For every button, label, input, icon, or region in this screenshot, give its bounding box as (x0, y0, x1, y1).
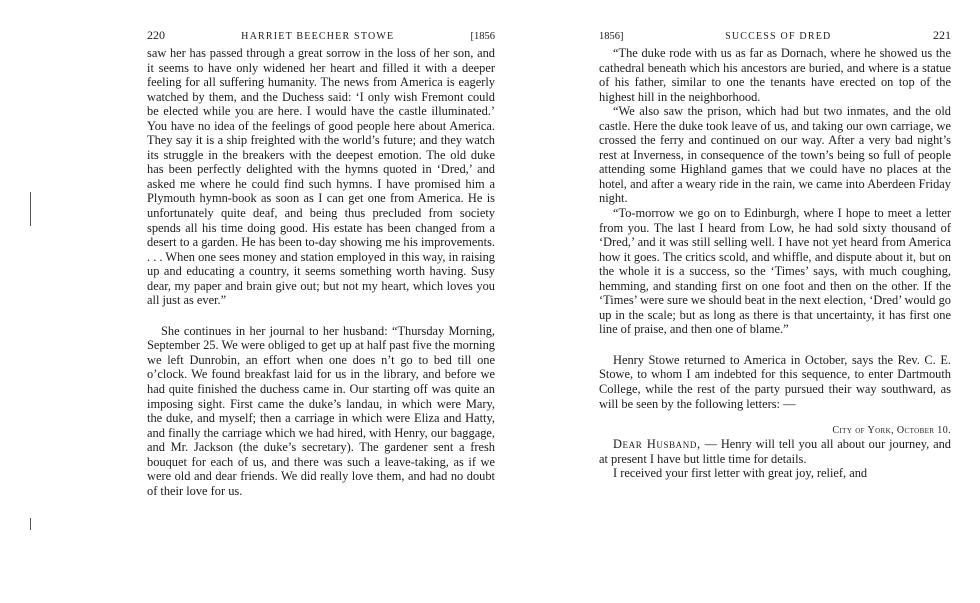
right-running-title: SUCCESS OF DRED (725, 31, 832, 42)
left-page (147, 28, 495, 498)
right-year-bracket: 1856] (599, 31, 624, 42)
left-page-header (147, 28, 495, 46)
right-page-body (599, 46, 951, 481)
right-page (599, 28, 951, 481)
right-paragraph-2: “We also saw the prison, which had but two inmates, and the old castle. Here the duke took leave of us, and taking our own carriage, we crossed the ferry and continued on our way. After a very bad night’s rest at Inverness, in consequence of the town’s being so full of people attending some Highland games that we could have no places at the hotel, and after a weary ride in the rain, we came into Aberdeen Friday night. (599, 104, 951, 206)
left-page-number: 220 (147, 28, 165, 42)
letter-salutation: Dear Husband, (613, 437, 701, 452)
left-paragraph-1: saw her has passed through a great sorrow in the loss of her son, and it seems to have only widened her heart and filled it with a deeper feeling for all suffering humanity. The news from America is eagerly watched by them, and the Duchess said: ‘I only wish Fremont could be elected while you are here. I would have the castle illuminated.’ You have no idea of the feelings of good people here about America. They say it is a ship freighted with the world’s future; and they watch its struggle in the breakers with the deepest emotion. The old duke has been perfectly delighted with the hymns quoted in ‘Dred,’ and asked me where he could find such hymns. I have promised him a Plymouth hymn-book as soon as I can get one from America. He is unfortunately quite deaf, and being thus precluded from society spends all his time doing good. His estate has been changed from a desert to a garden. He has been to-day showing me his improvements. . . . When one sees money and station employed in this way, in raising up and educating a country, it seems something worth having. Susy dear, my paper and brain give out; but not my heart, which loves you all just as ever.” (147, 46, 495, 308)
letter-opening (599, 437, 951, 466)
letter-text: — Henry will tell you all about our journey, and at present I have but little time for details. (599, 437, 951, 466)
right-paragraph-3: “To-morrow we go on to Edinburgh, where I hope to meet a letter from you. The last I heard from Low, he had sold sixty thousand of ‘Dred,’ and it was still selling well. I have not yet heard from America how it goes. The critics scold, and whiffle, and dispute about it, but on the whole it is a success, so the ‘Times’ says, with much coughing, hemming, and standing first on one foot and then on the other. If the ‘Times’ were sure we should beat in the next election, ‘Dred’ would go up in the scale; but as long as there is that uncertainty, it has first one line of praise, and then one of blame.” (599, 206, 951, 337)
left-year-bracket: [1856 (470, 31, 495, 42)
left-paragraph-2: She continues in her journal to her husband: “Thursday Morning, September 25. We were obliged to get up at half past five the morning we left Dunrobin, an effort when one does n’t go to bed till one o’clock. We found breakfast laid for us in the library, and before we had quite finished the duchess came in. Our starting off was quite an imposing sight. First came the duke’s landau, in which were Mary, the duke, and myself; then a carriage in which were Eliza and Hatty, and finally the carriage which we had hired, with Henry, our baggage, and Mr. Jackson (the duke’s secretary). The gardener sent a fresh bouquet for each of us, and there was such a leave-taking, as if we were old and dear friends. We did really love them, and had no doubt of their love for us. (147, 323, 495, 498)
right-page-number: 221 (932, 28, 951, 42)
right-paragraph-1: “The duke rode with us as far as Dornach, where he showed us the cathedral beneath which his ancestors are buried, and where is a statue of his father, similar to one the tenants have erected on top of the highest hill in the neighborhood. (599, 46, 951, 104)
left-page-body (147, 46, 495, 498)
letter-dateline: City of York, October 10. (832, 425, 951, 437)
right-page-header (599, 28, 951, 46)
left-running-title: HARRIET BEECHER STOWE (241, 31, 395, 42)
letter-last-line: I received your first letter with great joy, relief, and (613, 466, 868, 481)
scan-gutter-marks (30, 180, 34, 600)
right-paragraph-4: Henry Stowe returned to America in October, says the Rev. C. E. Stowe, to whom I am indebted for this sequence, to enter Dartmouth College, while the rest of the party pursued their way southward, as will be seen by the following letters: — (599, 352, 951, 411)
